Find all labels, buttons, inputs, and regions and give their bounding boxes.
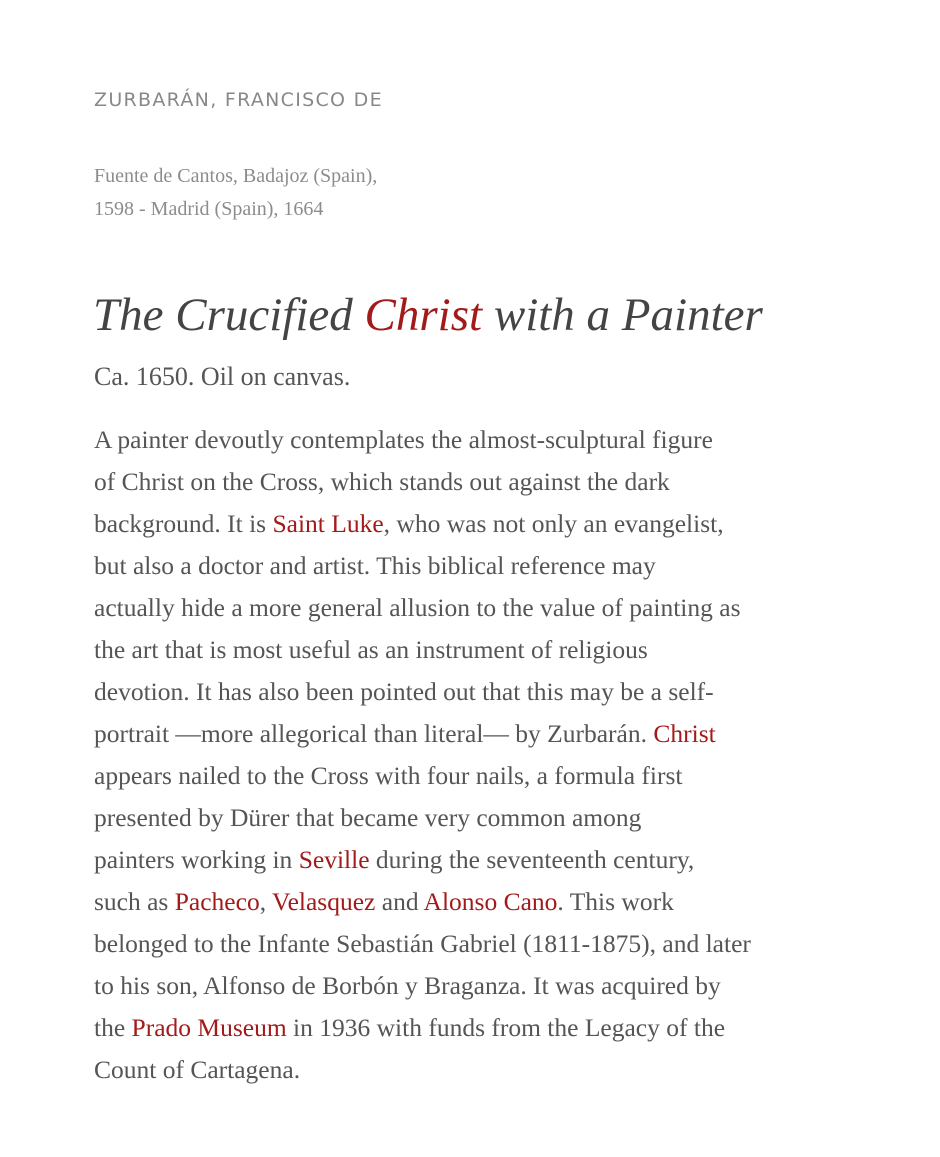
saint-luke-link[interactable]: Saint Luke (272, 509, 384, 538)
description-text: in 1936 with funds from the Legacy of the (286, 1013, 726, 1042)
description-line: belonged to the Infante Sebastián Gabriel (1811-1875), and later (94, 929, 751, 958)
artwork-title (93, 283, 893, 347)
description-line (94, 503, 854, 545)
description-line (94, 1007, 854, 1049)
description-line: devotion. It has also been pointed out that this may be a self- (94, 677, 714, 706)
title-text-after: with a Painter (482, 289, 763, 341)
velasquez-link[interactable]: Velasquez (272, 887, 376, 916)
description-line: appears nailed to the Cross with four nails, a formula first (94, 761, 683, 790)
description-line (94, 839, 854, 881)
description-text: , who was not only an evangelist, (383, 509, 724, 538)
description-line (94, 713, 854, 755)
christ-title-link[interactable]: Christ (364, 289, 483, 341)
artwork-description (94, 419, 854, 1091)
description-line: of Christ on the Cross, which stands out against the dark (94, 467, 670, 496)
description-line: to his son, Alfonso de Borbón y Braganza. It was acquired by (94, 971, 721, 1000)
artwork-meta: Ca. 1650. Oil on canvas. (94, 362, 351, 391)
description-line: Count of Cartagena. (94, 1055, 301, 1084)
description-text: portrait —more allegorical than literal— by Zurbarán. (94, 719, 654, 748)
description-line: presented by Dürer that became very common among (94, 803, 642, 832)
description-text: background. It is (94, 509, 273, 538)
description-line (94, 881, 854, 923)
description-line: A painter devoutly contemplates the almost-sculptural figure (94, 425, 713, 454)
description-text: the (94, 1013, 132, 1042)
description-text: and (375, 887, 424, 916)
description-line: the art that is most useful as an instrument of religious (94, 635, 648, 664)
artist-bio: Fuente de Cantos, Badajoz (Spain), 1598 - Madrid (Spain), 1664 (94, 165, 378, 220)
title-text-before: The Crucified (93, 289, 365, 341)
christ-link[interactable]: Christ (653, 719, 716, 748)
description-text: such as (94, 887, 175, 916)
description-text: , (259, 887, 272, 916)
description-text: during the seventeenth century, (369, 845, 695, 874)
description-text: . This work (557, 887, 674, 916)
description-text: painters working in (94, 845, 299, 874)
artist-name-link[interactable]: ZURBARÁN, FRANCISCO DE (94, 89, 383, 111)
alonso-cano-link[interactable]: Alonso Cano (423, 887, 558, 916)
description-line: actually hide a more general allusion to the value of painting as (94, 593, 741, 622)
seville-link[interactable]: Seville (298, 845, 370, 874)
description-line: but also a doctor and artist. This biblical reference may (94, 551, 656, 580)
pacheco-link[interactable]: Pacheco (174, 887, 260, 916)
prado-museum-link[interactable]: Prado Museum (131, 1013, 287, 1042)
